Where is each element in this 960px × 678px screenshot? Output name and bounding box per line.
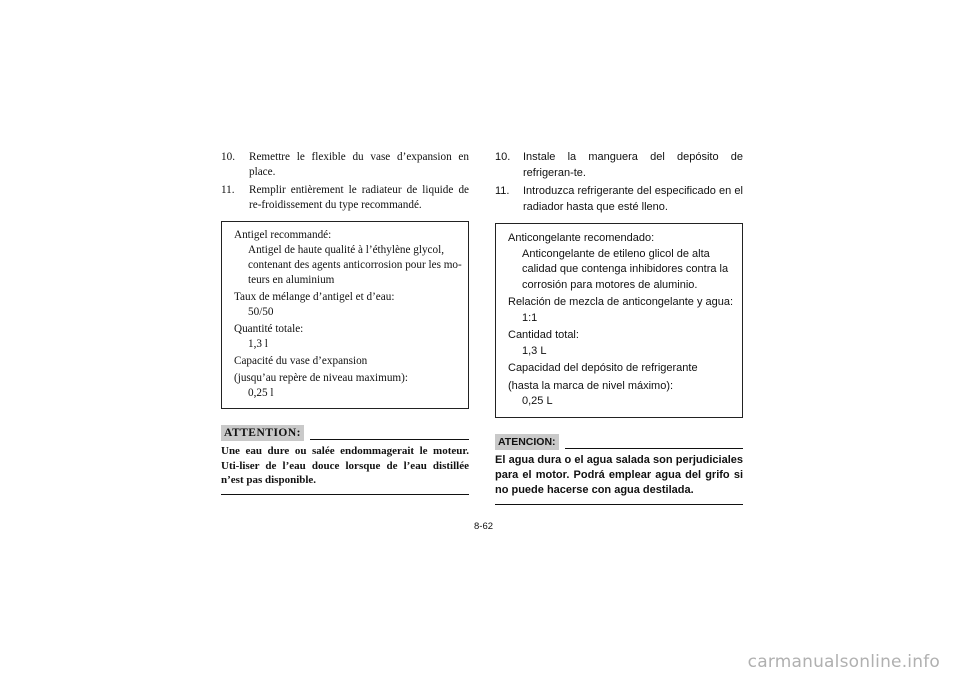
warning-header — [495, 434, 743, 450]
tank-capacity-label: Capacité du vase d’expansion — [234, 355, 368, 367]
french-column — [221, 150, 469, 495]
antifreeze-value: Anticongelante de etileno glicol de alta calidad que contenga inhibidores contra la corrosión para motores de aluminio. — [522, 247, 729, 291]
mix-ratio-label: Relación de mezcla de anticongelante y agua: — [508, 296, 734, 308]
warning-rule — [565, 448, 743, 449]
coolant-spec-box — [221, 221, 469, 409]
mix-ratio-value: 1:1 — [522, 311, 538, 324]
mix-ratio-value: 50/50 — [248, 306, 274, 318]
total-amount-label: Quantité totale: — [234, 323, 304, 335]
step-number: 10. — [495, 151, 511, 163]
antifreeze-label: Antigel recommandé: — [234, 229, 332, 241]
warning-rule — [310, 439, 469, 440]
step-text: Remettre le flexible du vase d’expansion en place. — [249, 151, 469, 178]
mix-ratio-label: Taux de mélange d’antigel et d’eau: — [234, 291, 395, 303]
antifreeze-value: Antigel de haute qualité à l’éthylène glycol, contenant des agents anticorrosion pour les mo-teurs en aluminium — [248, 244, 462, 286]
warning-header — [221, 425, 469, 441]
total-amount-value: 1,3 L — [522, 344, 547, 357]
total-amount-label: Cantidad total: — [508, 329, 579, 341]
warning-tag: ATTENTION: — [221, 425, 304, 441]
tank-capacity-value: 0,25 l — [248, 387, 274, 399]
tank-capacity-label-note: (jusqu’au repère de niveau maximum): — [234, 372, 408, 384]
total-amount-value: 1,3 l — [248, 338, 268, 350]
step-text: Remplir entièrement le radiateur de liquide de re-froidissement du type recommandé. — [249, 184, 469, 211]
warning-text: Une eau dure ou salée endommagerait le moteur. Uti-liser de l’eau douce lorsque de l’eau distillée n’est pas disponible. — [221, 441, 469, 495]
step-11 — [221, 183, 469, 213]
warning-tag: ATENCION: — [495, 434, 559, 450]
tank-capacity-label: Capacidad del depósito de refrigerante — [508, 362, 698, 374]
tank-capacity-label-note: (hasta la marca de nivel máximo): — [508, 379, 674, 392]
step-number: 11. — [221, 184, 235, 196]
spanish-column — [495, 150, 743, 505]
step-number: 10. — [221, 151, 235, 163]
page-number: 8-62 — [474, 521, 494, 532]
warning-text: El agua dura o el agua salada son perjudiciales para el motor. Podrá emplear agua del grifo si no puede hacerse con agua destilada. — [495, 450, 743, 505]
step-11 — [495, 184, 743, 215]
step-text: Instale la manguera del depósito de refrigeran-te. — [523, 151, 743, 179]
coolant-spec-box — [495, 223, 743, 418]
antifreeze-label: Anticongelante recomendado: — [508, 232, 655, 244]
tank-capacity-value: 0,25 L — [522, 395, 553, 407]
step-number: 11. — [495, 185, 510, 197]
step-10 — [495, 150, 743, 181]
step-text: Introduzca refrigerante del especificado en el radiador hasta que esté lleno. — [523, 185, 743, 213]
watermark: carmanualsonline.info — [747, 652, 940, 672]
step-10 — [221, 150, 469, 180]
